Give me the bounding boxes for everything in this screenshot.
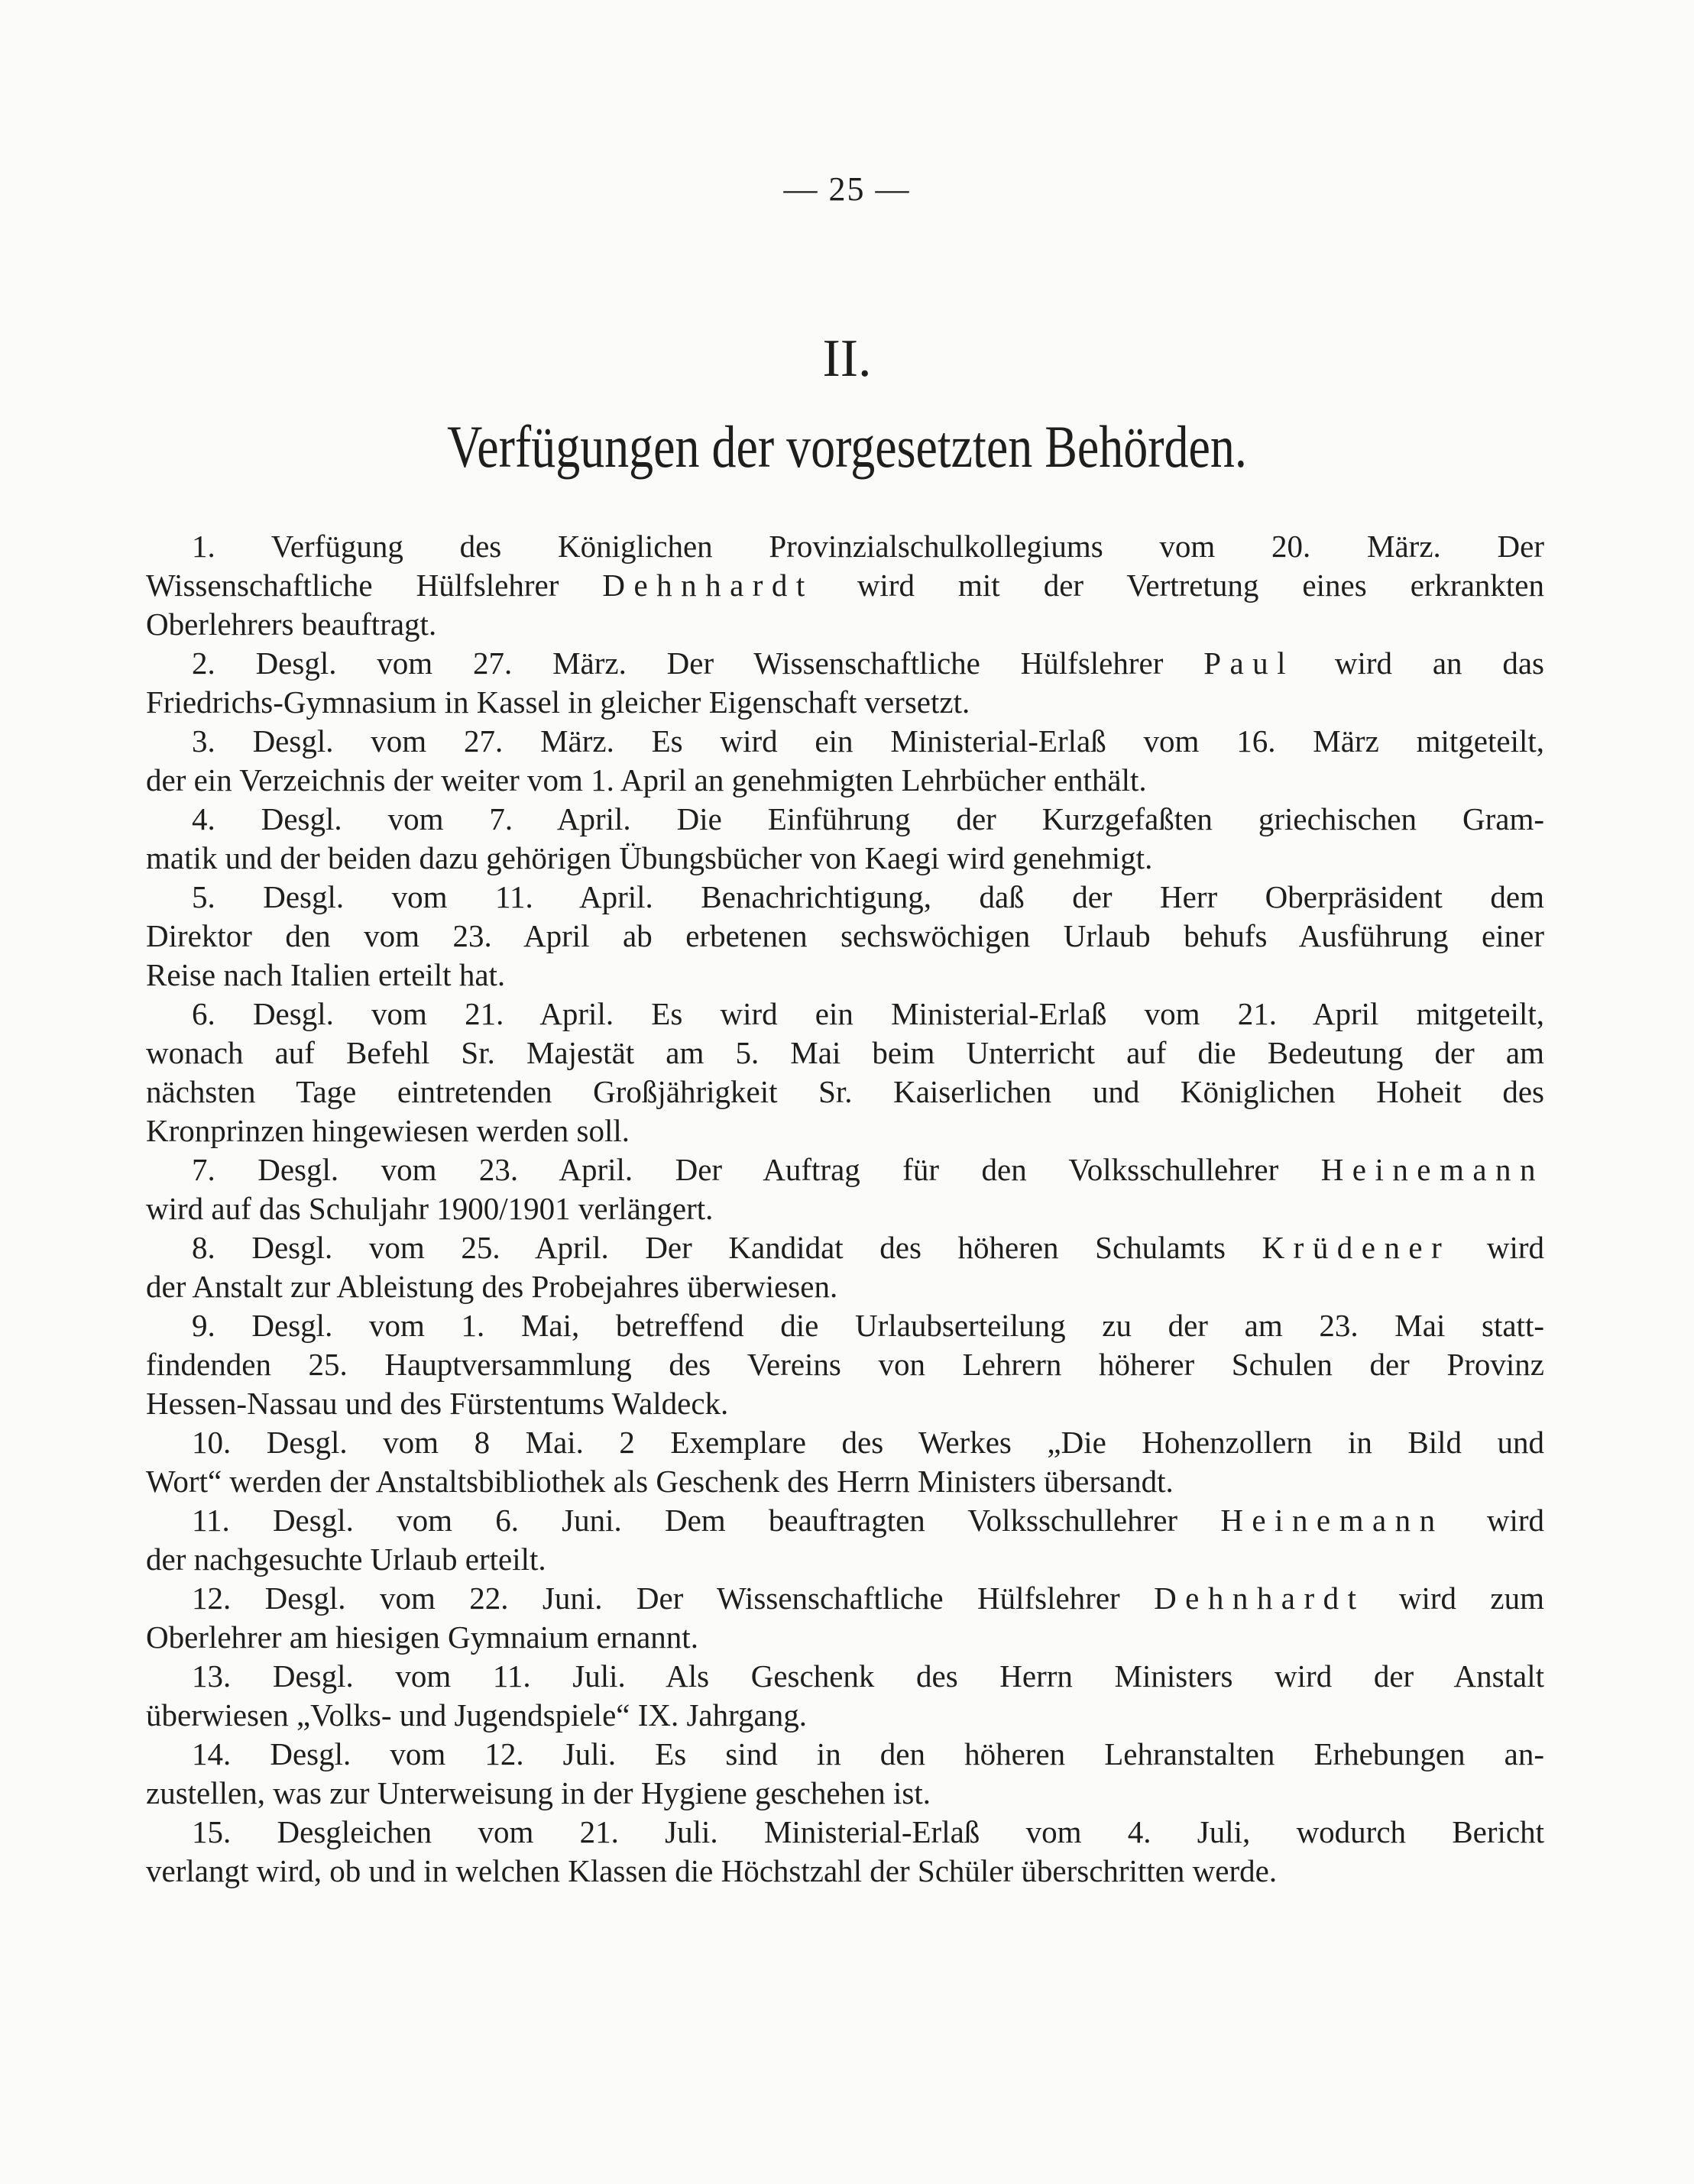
text-line xyxy=(146,1073,1544,1111)
text-line xyxy=(146,878,1544,917)
text-segment: Wissenschaftliche Hülfslehrer xyxy=(146,568,603,603)
text-segment: überwiesen „Volks- und Jugendspiele“ IX. Jahrgang. xyxy=(146,1697,807,1733)
spaced-name: Heinemann xyxy=(1320,1152,1544,1187)
text-segment: 11. Desgl. vom 6. Juni. Dem beauftragten Volksschullehrer xyxy=(192,1503,1221,1538)
text-segment: matik und der beiden dazu gehörigen Übungsbücher von Kaegi wird genehmigt. xyxy=(146,840,1153,875)
text-segment: 13. Desgl. vom 11. Juli. Als Geschenk des Herrn Ministers wird der Anstalt xyxy=(192,1658,1544,1694)
text-segment: 14. Desgl. vom 12. Juli. Es sind in den höheren Lehranstalten Erhebungen an- xyxy=(192,1736,1544,1771)
ordinance-item xyxy=(146,1735,1544,1813)
text-segment: wird xyxy=(1450,1230,1545,1265)
text-segment: Hessen-Nassau und des Fürstentums Waldeck. xyxy=(146,1386,729,1421)
spaced-name: Krüdener xyxy=(1262,1230,1451,1265)
ordinance-item xyxy=(146,995,1544,1150)
text-line xyxy=(146,1774,1544,1813)
spaced-name: Heinemann xyxy=(1220,1503,1444,1538)
text-segment: nächsten Tage eintretenden Großjährigkeit Sr. Kaiserlichen und Königlichen Hoheit des xyxy=(146,1074,1544,1109)
text-segment: wird auf das Schuljahr 1900/1901 verlängert. xyxy=(146,1191,714,1226)
section-number: II. xyxy=(822,329,872,388)
text-line xyxy=(146,761,1544,800)
text-segment: findenden 25. Hauptversammlung des Vereins von Lehrern höherer Schulen der Provinz xyxy=(146,1347,1544,1382)
ordinance-item xyxy=(146,1306,1544,1423)
text-line xyxy=(146,1540,1544,1579)
ordinance-list xyxy=(146,527,1544,1891)
text-segment: Kronprinzen hingewiesen werden soll. xyxy=(146,1113,630,1148)
text-line xyxy=(146,956,1544,995)
text-segment: wird mit der Vertretung eines erkrankten xyxy=(813,568,1544,603)
text-line xyxy=(146,1813,1544,1852)
ordinance-item xyxy=(146,722,1544,800)
text-segment: der ein Verzeichnis der weiter vom 1. April an genehmigten Lehrbücher enthält. xyxy=(146,762,1147,798)
section-title: Verfügungen der vorgesetzten Behörden. xyxy=(447,413,1247,480)
text-line xyxy=(146,1657,1544,1696)
text-line xyxy=(146,605,1544,644)
text-segment: 15. Desgleichen vom 21. Juli. Ministerial-Erlaß vom 4. Juli, wodurch Bericht xyxy=(192,1814,1544,1849)
text-line xyxy=(146,527,1544,566)
text-line xyxy=(146,995,1544,1034)
text-line xyxy=(146,1852,1544,1891)
text-line xyxy=(146,1579,1544,1618)
text-segment: zustellen, was zur Unterweisung in der Hygiene geschehen ist. xyxy=(146,1775,931,1810)
text-segment: wird xyxy=(1443,1503,1545,1538)
ordinance-item xyxy=(146,1579,1544,1657)
ordinance-item xyxy=(146,1150,1544,1228)
text-segment: Friedrichs-Gymnasium in Kassel in gleicher Eigenschaft versetzt. xyxy=(146,684,970,720)
text-line xyxy=(146,644,1544,683)
text-line xyxy=(146,683,1544,722)
ordinance-item xyxy=(146,644,1544,722)
text-segment: 1. Verfügung des Königlichen Provinzialschulkollegiums vom 20. März. Der xyxy=(192,529,1544,564)
text-line xyxy=(146,1306,1544,1345)
text-line xyxy=(146,1189,1544,1228)
text-segment: der Anstalt zur Ableistung des Probejahres überwiesen. xyxy=(146,1269,838,1304)
text-line xyxy=(146,1150,1544,1189)
text-segment: der nachgesuchte Urlaub erteilt. xyxy=(146,1542,546,1577)
text-segment: 2. Desgl. vom 27. März. Der Wissenschaftliche Hülfslehrer xyxy=(192,645,1204,681)
text-segment: Reise nach Italien erteilt hat. xyxy=(146,957,506,992)
text-line xyxy=(146,1501,1544,1540)
text-segment: 5. Desgl. vom 11. April. Benachrichtigung, daß der Herr Oberpräsident dem xyxy=(192,879,1544,914)
ordinance-item xyxy=(146,527,1544,644)
text-segment: 6. Desgl. vom 21. April. Es wird ein Ministerial-Erlaß vom 21. April mitgeteilt, xyxy=(192,996,1544,1031)
text-segment: 10. Desgl. vom 8 Mai. 2 Exemplare des Werkes „Die Hohenzollern in Bild und xyxy=(192,1425,1544,1460)
text-segment: wonach auf Befehl Sr. Majestät am 5. Mai beim Unterricht auf die Bedeutung der am xyxy=(146,1035,1544,1070)
text-line xyxy=(146,1735,1544,1774)
text-segment: wird an das xyxy=(1294,645,1544,681)
ordinance-item xyxy=(146,1501,1544,1579)
text-line xyxy=(146,1267,1544,1306)
text-line xyxy=(146,1618,1544,1657)
text-segment: Direktor den vom 23. April ab erbetenen sechswöchigen Urlaub behufs Ausführung einer xyxy=(146,918,1544,953)
ordinance-item xyxy=(146,1228,1544,1306)
text-line xyxy=(146,1034,1544,1073)
text-line xyxy=(146,1384,1544,1423)
text-line xyxy=(146,1423,1544,1462)
text-line xyxy=(146,800,1544,839)
text-segment: Oberlehrers beauftragt. xyxy=(146,607,437,642)
ordinance-item xyxy=(146,800,1544,878)
text-line xyxy=(146,839,1544,878)
spaced-name: Paul xyxy=(1203,645,1295,681)
page-number: — 25 — xyxy=(783,170,911,208)
text-segment: 9. Desgl. vom 1. Mai, betreffend die Urlaubserteilung zu der am 23. Mai statt- xyxy=(192,1308,1544,1343)
text-segment: 4. Desgl. vom 7. April. Die Einführung der Kurzgefaßten griechischen Gram- xyxy=(192,801,1544,836)
spaced-name: Dehnhardt xyxy=(602,568,814,603)
text-segment: wird zum xyxy=(1365,1581,1544,1616)
text-line xyxy=(146,566,1544,605)
spaced-name: Dehnhardt xyxy=(1154,1581,1365,1616)
text-segment: 7. Desgl. vom 23. April. Der Auftrag für den Volksschullehrer xyxy=(192,1152,1321,1187)
text-segment: 8. Desgl. vom 25. April. Der Kandidat des höheren Schulamts xyxy=(192,1230,1262,1265)
ordinance-item xyxy=(146,1657,1544,1735)
text-line xyxy=(146,1696,1544,1735)
text-line xyxy=(146,1228,1544,1267)
text-segment: Oberlehrer am hiesigen Gymnaium ernannt. xyxy=(146,1619,698,1655)
text-line xyxy=(146,1345,1544,1384)
text-segment: 12. Desgl. vom 22. Juni. Der Wissenschaftliche Hülfslehrer xyxy=(192,1581,1155,1616)
text-line xyxy=(146,722,1544,761)
text-line xyxy=(146,1462,1544,1501)
ordinance-item xyxy=(146,878,1544,995)
ordinance-item xyxy=(146,1423,1544,1501)
text-segment: Wort“ werden der Anstaltsbibliothek als Geschenk des Herrn Ministers übersandt. xyxy=(146,1464,1174,1499)
ordinance-item xyxy=(146,1813,1544,1891)
text-line xyxy=(146,1111,1544,1150)
text-line xyxy=(146,917,1544,956)
text-segment: verlangt wird, ob und in welchen Klassen die Höchstzahl der Schüler überschritten werde. xyxy=(146,1853,1278,1888)
text-segment: 3. Desgl. vom 27. März. Es wird ein Ministerial-Erlaß vom 16. März mitgeteilt, xyxy=(192,723,1544,759)
